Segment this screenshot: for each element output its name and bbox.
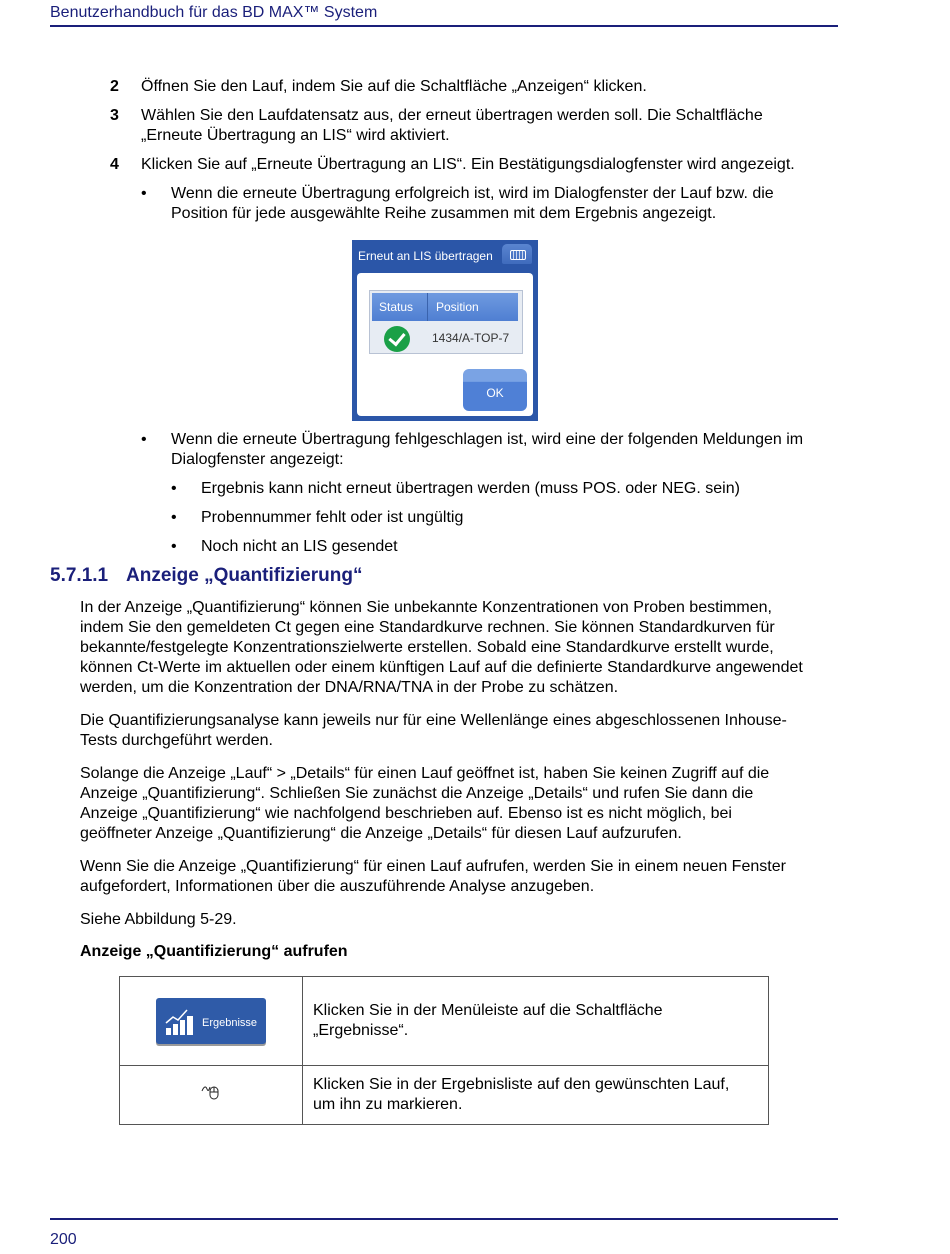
column-header-position: Position: [428, 293, 518, 321]
bullet-line: Wenn die erneute Übertragung fehlgeschlagen ist, wird eine der folgenden Meldungen im: [171, 431, 804, 448]
text-line: können Ct-Werte im aktuellen oder einem künftigen Lauf auf die definierte Standardkurve angewendet: [80, 659, 803, 676]
bullet-line: Wenn die erneute Übertragung erfolgreich ist, wird im Dialogfenster der Lauf bzw. die: [171, 185, 774, 202]
instruction-cell: [303, 977, 769, 1066]
text-line: Solange die Anzeige „Lauf“ > „Details“ für einen Lauf geöffnet ist, haben Sie keinen Zugriff auf die: [80, 765, 770, 782]
success-check-icon: [384, 326, 410, 352]
text-line: Die Quantifizierungsanalyse kann jeweils nur für eine Wellenlänge eines abgeschlossenen Inhouse-: [80, 712, 787, 729]
dialog-title: Erneut an LIS übertragen: [358, 249, 493, 263]
step-text-line: Wählen Sie den Laufdatensatz aus, der erneut übertragen werden soll. Die Schaltfläche: [141, 107, 763, 124]
icon-cell: [120, 1066, 303, 1125]
footer-rule: [50, 1218, 838, 1220]
ergebnisse-button-label: Ergebnisse: [202, 1017, 258, 1029]
bullet-dot: •: [171, 480, 177, 497]
figure-reference: Siehe Abbildung 5-29.: [80, 911, 237, 928]
ok-button[interactable]: OK: [463, 369, 527, 411]
text-line: Anzeige „Quantifizierung“. Schließen Sie zunächst die Anzeige „Details“ und rufen Sie dann die: [80, 785, 754, 802]
step-text: Klicken Sie auf „Erneute Übertragung an LIS“. Ein Bestätigungsdialogfenster wird angezeigt.: [141, 156, 795, 173]
message-text: Noch nicht an LIS gesendet: [201, 538, 398, 555]
text-line: aufgefordert, Informationen über die auszuführende Analyse anzugeben.: [80, 878, 595, 895]
message-text: Ergebnis kann nicht erneut übertragen werden (muss POS. oder NEG. sein): [201, 480, 740, 497]
bullet-dot: •: [171, 538, 177, 555]
running-header: Benutzerhandbuch für das BD MAX™ System: [50, 4, 378, 21]
text-line: Tests durchgeführt werden.: [80, 732, 273, 749]
results-chart-icon: [165, 1008, 195, 1036]
section-number: 5.7.1.1: [50, 565, 109, 586]
text-line: bekannte/festgelegte Konzentrationszielwerte erstellen. Sobald eine Standardkurve erstellt wurde,: [80, 639, 774, 656]
procedure-table: [119, 976, 769, 1125]
text-line: Klicken Sie in der Menüleiste auf die Schaltfläche: [313, 1002, 663, 1019]
keyboard-button[interactable]: [502, 244, 532, 264]
column-header-status: Status: [372, 293, 428, 321]
header-rule: [50, 25, 838, 27]
result-table: [369, 290, 523, 354]
text-line: geöffneter Anzeige „Quantifizierung“ die Anzeige „Details“ für diesen Lauf aufzurufen.: [80, 825, 682, 842]
paragraph-intro: [80, 598, 840, 698]
step-number: 3: [110, 107, 119, 124]
bullet-dot: •: [171, 509, 177, 526]
procedure-subheading: Anzeige „Quantifizierung“ aufrufen: [80, 943, 348, 960]
text-line: Anzeige „Quantifizierung“ wie nachfolgend beschrieben auf. Ebenso ist es nicht möglich, bei: [80, 805, 732, 822]
text-line: Klicken Sie in der Ergebnisliste auf den gewünschten Lauf,: [313, 1076, 730, 1093]
message-text: Probennummer fehlt oder ist ungültig: [201, 509, 464, 526]
resend-lis-dialog: [352, 240, 538, 421]
text-line: In der Anzeige „Quantifizierung“ können Sie unbekannte Konzentrationen von Proben bestimmen,: [80, 599, 772, 616]
bullet-dot: •: [141, 185, 147, 202]
table-row: [120, 977, 769, 1066]
icon-cell: [120, 977, 303, 1066]
step-text-line: „Erneute Übertragung an LIS“ wird aktiviert.: [141, 127, 450, 144]
mouse-click-icon: [201, 1083, 221, 1101]
step-text: [141, 106, 841, 146]
bullet-text: [171, 184, 774, 224]
text-line: Wenn Sie die Anzeige „Quantifizierung“ für einen Lauf aufrufen, werden Sie in einem neuen Fenster: [80, 858, 786, 875]
step-number: 4: [110, 156, 119, 173]
section-title: Anzeige „Quantifizierung“: [126, 565, 363, 586]
section-heading: [50, 565, 362, 587]
position-cell: 1434/A-TOP-7: [432, 331, 510, 345]
paragraph-new-window: [80, 857, 840, 897]
bullet-dot: •: [141, 431, 147, 448]
dialog-body: [357, 273, 533, 416]
text-line: indem Sie den gemeldeten Ct gegen eine Standardkurve rechnen. Sie können Standardkurven für: [80, 619, 775, 636]
step-number: 2: [110, 78, 119, 95]
bullet-line: Dialogfenster angezeigt:: [171, 451, 344, 468]
instruction-cell: [303, 1066, 769, 1125]
keyboard-icon: [510, 250, 526, 260]
bullet-text: [171, 430, 803, 470]
bullet-line: Position für jede ausgewählte Reihe zusammen mit dem Ergebnis angezeigt.: [171, 205, 717, 222]
page-number: 200: [50, 1231, 77, 1248]
paragraph-figure-ref: [80, 910, 840, 930]
paragraph-wavelength: [80, 711, 840, 751]
ergebnisse-button[interactable]: [156, 998, 266, 1044]
table-row: [120, 1066, 769, 1125]
paragraph-details-access: [80, 764, 840, 844]
step-text: Öffnen Sie den Lauf, indem Sie auf die Schaltfläche „Anzeigen“ klicken.: [141, 78, 647, 95]
text-line: um ihn zu markieren.: [313, 1096, 463, 1113]
text-line: werden, um die Konzentration der DNA/RNA/TNA in der Probe zu schätzen.: [80, 679, 619, 696]
text-line: „Ergebnisse“.: [313, 1022, 409, 1039]
